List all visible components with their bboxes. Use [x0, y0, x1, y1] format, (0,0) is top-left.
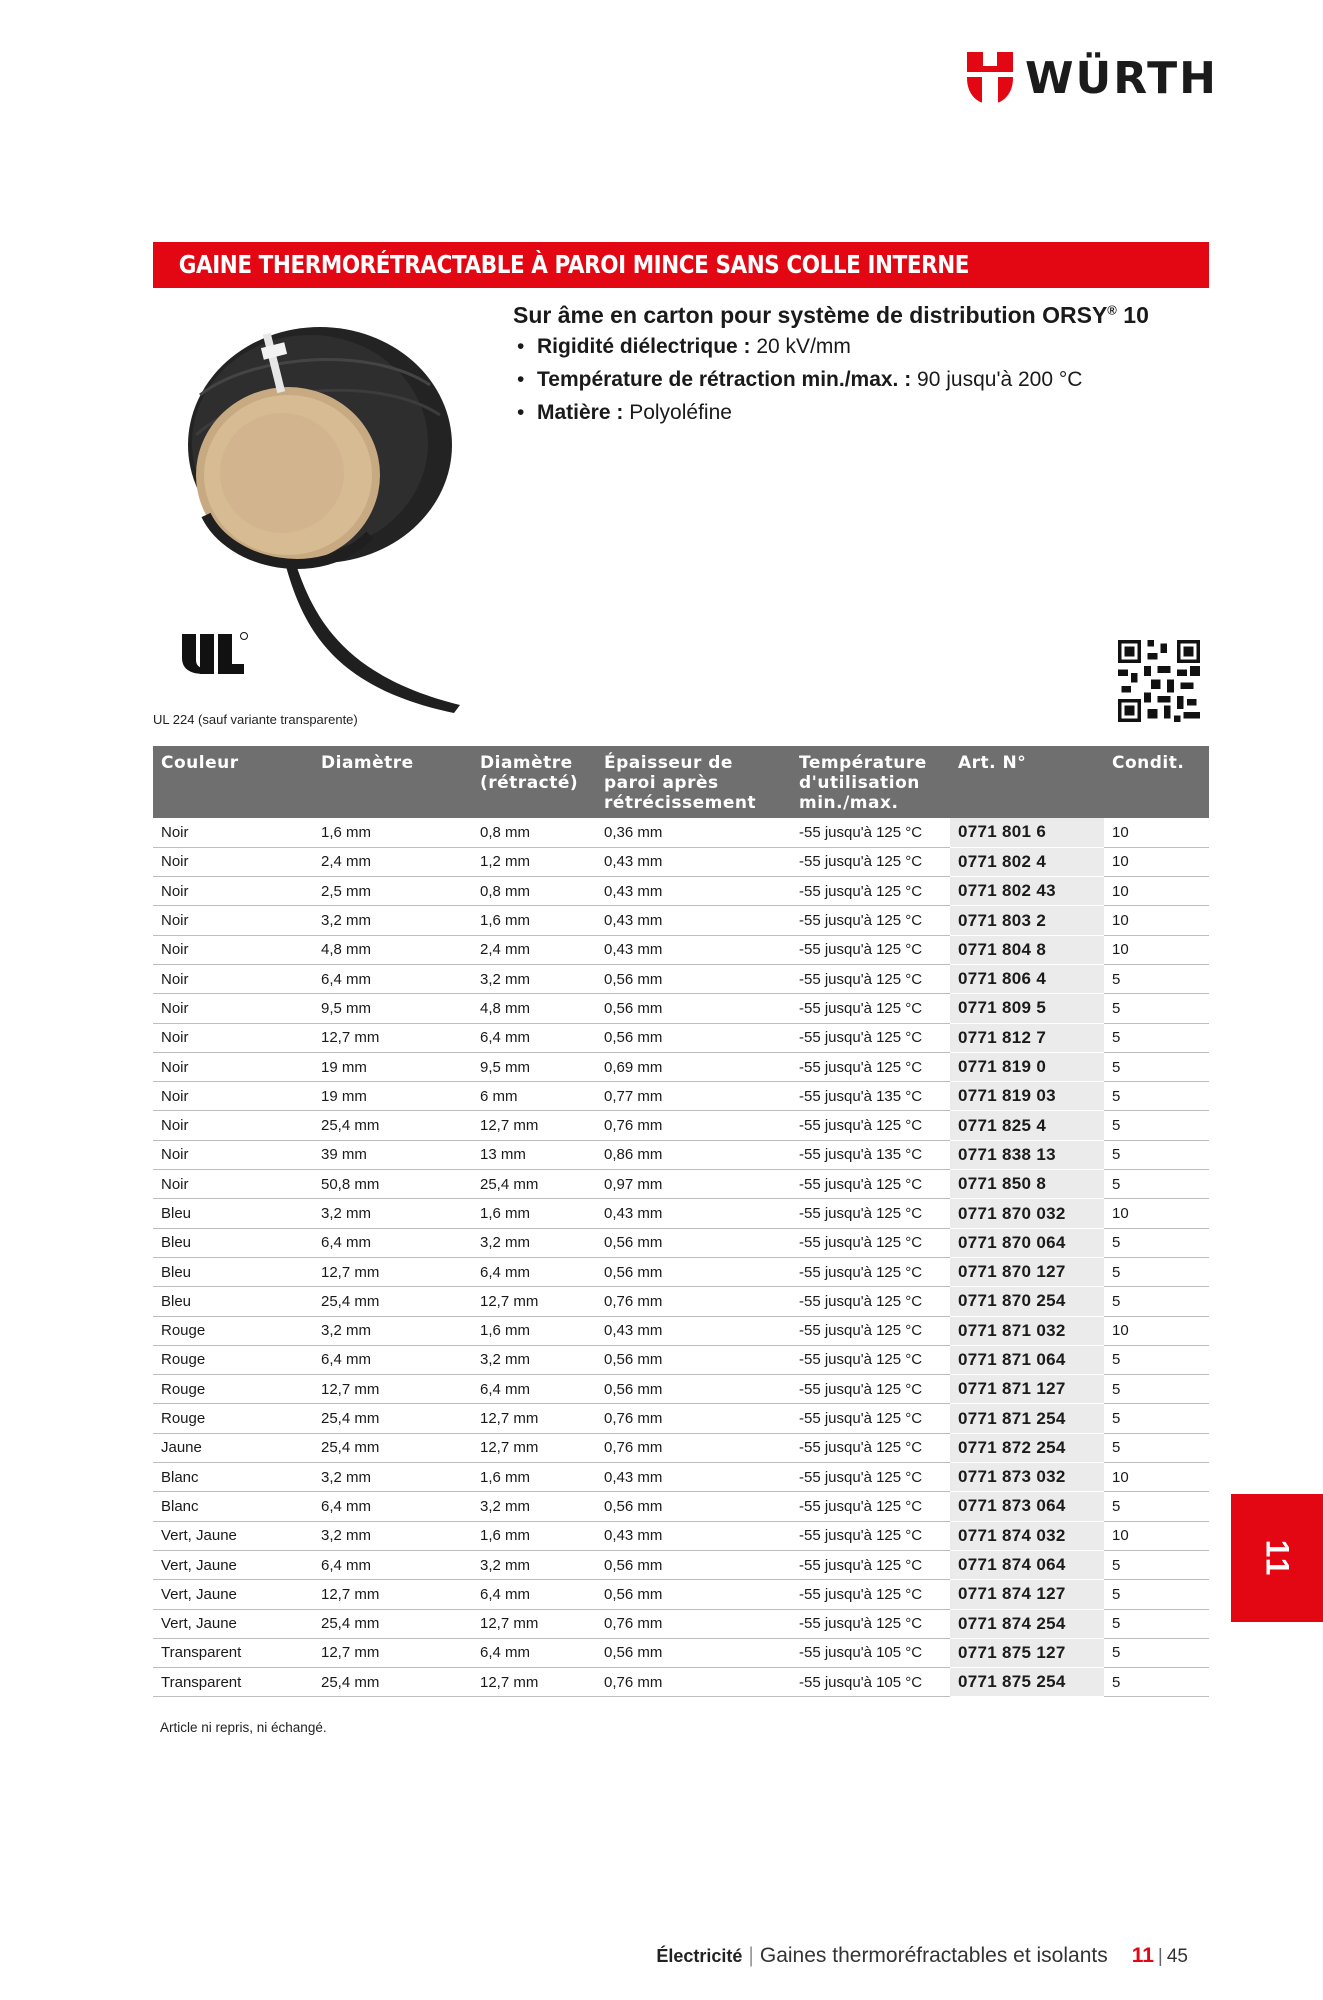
- cell-diametre-retracte: 6,4 mm: [472, 1638, 596, 1667]
- footer-page-separator: |: [1157, 1946, 1163, 1967]
- cell-couleur: Noir: [153, 1111, 313, 1140]
- cell-diametre-retracte: 1,6 mm: [472, 906, 596, 935]
- cell-temperature: -55 jusqu'à 125 °C: [791, 1580, 950, 1609]
- cell-temperature: -55 jusqu'à 125 °C: [791, 877, 950, 906]
- cell-condit: 5: [1104, 1111, 1209, 1140]
- cell-diametre: 12,7 mm: [313, 1257, 472, 1286]
- cell-couleur: Bleu: [153, 1199, 313, 1228]
- table-row: [153, 1023, 1209, 1052]
- cell-temperature: -55 jusqu'à 135 °C: [791, 1082, 950, 1111]
- cell-couleur: Vert, Jaune: [153, 1609, 313, 1638]
- cell-couleur: Noir: [153, 1023, 313, 1052]
- header-art-no: Art. N°: [950, 746, 1104, 818]
- cell-condit: 5: [1104, 1404, 1209, 1433]
- cell-diametre: 3,2 mm: [313, 1521, 472, 1550]
- cell-art-no: 0771 874 127: [950, 1580, 1104, 1609]
- table-row: [153, 1111, 1209, 1140]
- cell-diametre: 3,2 mm: [313, 906, 472, 935]
- cell-condit: 5: [1104, 1345, 1209, 1374]
- cell-condit: 5: [1104, 1140, 1209, 1169]
- cell-diametre-retracte: 25,4 mm: [472, 1170, 596, 1199]
- cell-couleur: Noir: [153, 847, 313, 876]
- cell-diametre-retracte: 6,4 mm: [472, 1375, 596, 1404]
- feature-item: • Température de rétraction min./max. : 90 jusqu'à 200 °C: [513, 366, 1213, 393]
- cell-temperature: -55 jusqu'à 105 °C: [791, 1668, 950, 1697]
- table-row: [153, 964, 1209, 993]
- cell-temperature: -55 jusqu'à 125 °C: [791, 935, 950, 964]
- cell-epaisseur: 0,56 mm: [596, 1257, 791, 1286]
- cell-diametre-retracte: 3,2 mm: [472, 1492, 596, 1521]
- cell-diametre-retracte: 6,4 mm: [472, 1023, 596, 1052]
- header-diametre-retracte: Diamètre (rétracté): [472, 746, 596, 818]
- cell-diametre: 4,8 mm: [313, 935, 472, 964]
- cell-diametre: 12,7 mm: [313, 1375, 472, 1404]
- cell-diametre-retracte: 3,2 mm: [472, 964, 596, 993]
- table-row: [153, 1257, 1209, 1286]
- page-number: 45: [1166, 1946, 1188, 1967]
- cell-art-no: 0771 825 4: [950, 1111, 1104, 1140]
- cell-temperature: -55 jusqu'à 125 °C: [791, 964, 950, 993]
- header-couleur: Couleur: [153, 746, 313, 818]
- cell-art-no: 0771 870 032: [950, 1199, 1104, 1228]
- cell-temperature: -55 jusqu'à 125 °C: [791, 1375, 950, 1404]
- cell-diametre-retracte: 12,7 mm: [472, 1287, 596, 1316]
- cell-art-no: 0771 802 4: [950, 847, 1104, 876]
- table-row: [153, 1199, 1209, 1228]
- cell-diametre-retracte: 1,6 mm: [472, 1316, 596, 1345]
- cell-diametre-retracte: 0,8 mm: [472, 877, 596, 906]
- cell-epaisseur: 0,56 mm: [596, 1550, 791, 1579]
- cell-diametre: 50,8 mm: [313, 1170, 472, 1199]
- cell-temperature: -55 jusqu'à 125 °C: [791, 1550, 950, 1579]
- table-row: [153, 994, 1209, 1023]
- cell-art-no: 0771 875 127: [950, 1638, 1104, 1667]
- cell-condit: 5: [1104, 1170, 1209, 1199]
- cell-art-no: 0771 870 254: [950, 1287, 1104, 1316]
- table-row: [153, 1433, 1209, 1462]
- cell-diametre-retracte: 12,7 mm: [472, 1433, 596, 1462]
- cell-diametre: 25,4 mm: [313, 1609, 472, 1638]
- cell-condit: 5: [1104, 1668, 1209, 1697]
- cell-condit: 10: [1104, 877, 1209, 906]
- cell-condit: 5: [1104, 1580, 1209, 1609]
- cell-condit: 5: [1104, 994, 1209, 1023]
- cell-condit: 5: [1104, 1287, 1209, 1316]
- cell-temperature: -55 jusqu'à 125 °C: [791, 1228, 950, 1257]
- table-row: [153, 1140, 1209, 1169]
- cell-epaisseur: 0,56 mm: [596, 1375, 791, 1404]
- cell-temperature: -55 jusqu'à 125 °C: [791, 1609, 950, 1638]
- cell-couleur: Noir: [153, 935, 313, 964]
- cell-epaisseur: 0,56 mm: [596, 994, 791, 1023]
- cell-epaisseur: 0,56 mm: [596, 1023, 791, 1052]
- cell-epaisseur: 0,43 mm: [596, 1316, 791, 1345]
- cell-art-no: 0771 871 064: [950, 1345, 1104, 1374]
- cell-diametre: 25,4 mm: [313, 1404, 472, 1433]
- cell-art-no: 0771 809 5: [950, 994, 1104, 1023]
- cell-diametre-retracte: 3,2 mm: [472, 1228, 596, 1257]
- cell-diametre: 3,2 mm: [313, 1463, 472, 1492]
- chapter-tab[interactable]: [1231, 1494, 1323, 1622]
- table-row: [153, 1550, 1209, 1579]
- cell-art-no: 0771 870 064: [950, 1228, 1104, 1257]
- table-row: [153, 906, 1209, 935]
- cell-couleur: Noir: [153, 906, 313, 935]
- cell-temperature: -55 jusqu'à 125 °C: [791, 1521, 950, 1550]
- footer-section: Électricité: [656, 1946, 743, 1966]
- cell-temperature: -55 jusqu'à 125 °C: [791, 906, 950, 935]
- table-row: [153, 877, 1209, 906]
- cell-condit: 5: [1104, 1082, 1209, 1111]
- cell-couleur: Vert, Jaune: [153, 1521, 313, 1550]
- description-lead: Sur âme en carton pour système de distribution ORSY® 10: [513, 302, 1149, 328]
- cell-art-no: 0771 870 127: [950, 1257, 1104, 1286]
- cell-condit: 5: [1104, 1257, 1209, 1286]
- table-row: [153, 1375, 1209, 1404]
- table-row: [153, 1170, 1209, 1199]
- cell-couleur: Noir: [153, 994, 313, 1023]
- cell-epaisseur: 0,69 mm: [596, 1052, 791, 1081]
- cell-diametre: 2,5 mm: [313, 877, 472, 906]
- cell-condit: 5: [1104, 1433, 1209, 1462]
- cell-epaisseur: 0,43 mm: [596, 935, 791, 964]
- header-condit: Condit.: [1104, 746, 1209, 818]
- cell-couleur: Bleu: [153, 1257, 313, 1286]
- qr-code-icon[interactable]: [1118, 640, 1200, 722]
- cell-art-no: 0771 871 254: [950, 1404, 1104, 1433]
- cell-diametre: 19 mm: [313, 1052, 472, 1081]
- cell-temperature: -55 jusqu'à 125 °C: [791, 818, 950, 847]
- cell-diametre-retracte: 6 mm: [472, 1082, 596, 1111]
- cell-temperature: -55 jusqu'à 125 °C: [791, 1170, 950, 1199]
- cell-couleur: Blanc: [153, 1463, 313, 1492]
- cell-art-no: 0771 873 032: [950, 1463, 1104, 1492]
- cell-diametre: 9,5 mm: [313, 994, 472, 1023]
- cell-epaisseur: 0,56 mm: [596, 1492, 791, 1521]
- chapter-tab-number: 11: [1259, 1539, 1296, 1577]
- cell-condit: 10: [1104, 1199, 1209, 1228]
- cell-diametre: 25,4 mm: [313, 1433, 472, 1462]
- feature-list: [513, 333, 1213, 426]
- cell-art-no: 0771 801 6: [950, 818, 1104, 847]
- cell-temperature: -55 jusqu'à 125 °C: [791, 1492, 950, 1521]
- cell-couleur: Jaune: [153, 1433, 313, 1462]
- cell-condit: 5: [1104, 1052, 1209, 1081]
- cell-diametre-retracte: 2,4 mm: [472, 935, 596, 964]
- cell-epaisseur: 0,56 mm: [596, 964, 791, 993]
- header-epaisseur: Épaisseur de paroi après rétrécissement: [596, 746, 791, 818]
- table-row: [153, 1668, 1209, 1697]
- cell-couleur: Noir: [153, 1082, 313, 1111]
- cell-art-no: 0771 838 13: [950, 1140, 1104, 1169]
- cell-epaisseur: 0,43 mm: [596, 1463, 791, 1492]
- cell-couleur: Noir: [153, 877, 313, 906]
- cell-temperature: -55 jusqu'à 125 °C: [791, 1463, 950, 1492]
- cell-epaisseur: 0,76 mm: [596, 1287, 791, 1316]
- cell-diametre-retracte: 1,2 mm: [472, 847, 596, 876]
- table-row: [153, 1052, 1209, 1081]
- cell-epaisseur: 0,56 mm: [596, 1638, 791, 1667]
- cell-temperature: -55 jusqu'à 135 °C: [791, 1140, 950, 1169]
- ul-certification-icon: [178, 630, 250, 678]
- cell-diametre: 3,2 mm: [313, 1199, 472, 1228]
- wurth-wordmark: WÜRTH: [1025, 52, 1219, 104]
- cell-art-no: 0771 871 127: [950, 1375, 1104, 1404]
- cell-art-no: 0771 874 064: [950, 1550, 1104, 1579]
- footnote: Article ni repris, ni échangé.: [160, 1720, 327, 1735]
- cell-art-no: 0771 871 032: [950, 1316, 1104, 1345]
- cell-art-no: 0771 819 03: [950, 1082, 1104, 1111]
- cell-temperature: -55 jusqu'à 125 °C: [791, 1433, 950, 1462]
- cell-temperature: -55 jusqu'à 125 °C: [791, 1257, 950, 1286]
- cell-condit: 5: [1104, 1609, 1209, 1638]
- cell-epaisseur: 0,36 mm: [596, 818, 791, 847]
- cell-temperature: -55 jusqu'à 125 °C: [791, 1023, 950, 1052]
- cell-art-no: 0771 850 8: [950, 1170, 1104, 1199]
- cell-condit: 5: [1104, 1550, 1209, 1579]
- cell-diametre: 6,4 mm: [313, 1550, 472, 1579]
- cell-diametre: 2,4 mm: [313, 847, 472, 876]
- cell-condit: 5: [1104, 1375, 1209, 1404]
- cell-epaisseur: 0,76 mm: [596, 1404, 791, 1433]
- cell-couleur: Noir: [153, 1052, 313, 1081]
- cell-diametre: 12,7 mm: [313, 1638, 472, 1667]
- table-row: [153, 1345, 1209, 1374]
- cell-temperature: -55 jusqu'à 105 °C: [791, 1638, 950, 1667]
- cell-diametre-retracte: 1,6 mm: [472, 1521, 596, 1550]
- cell-art-no: 0771 874 254: [950, 1609, 1104, 1638]
- cell-diametre-retracte: 4,8 mm: [472, 994, 596, 1023]
- cell-epaisseur: 0,43 mm: [596, 1521, 791, 1550]
- cell-art-no: 0771 872 254: [950, 1433, 1104, 1462]
- cell-temperature: -55 jusqu'à 125 °C: [791, 1199, 950, 1228]
- cell-couleur: Rouge: [153, 1316, 313, 1345]
- cell-art-no: 0771 819 0: [950, 1052, 1104, 1081]
- cell-diametre-retracte: 12,7 mm: [472, 1609, 596, 1638]
- cell-condit: 10: [1104, 1316, 1209, 1345]
- cell-condit: 5: [1104, 1228, 1209, 1257]
- cell-condit: 10: [1104, 818, 1209, 847]
- cell-couleur: Rouge: [153, 1375, 313, 1404]
- cell-diametre-retracte: 12,7 mm: [472, 1404, 596, 1433]
- feature-item: • Rigidité diélectrique : 20 kV/mm: [513, 333, 1213, 360]
- table-row: [153, 1609, 1209, 1638]
- cell-epaisseur: 0,56 mm: [596, 1580, 791, 1609]
- cell-condit: 5: [1104, 1492, 1209, 1521]
- cell-epaisseur: 0,56 mm: [596, 1228, 791, 1257]
- page-title: GAINE THERMORÉTRACTABLE À PAROI MINCE SANS COLLE INTERNE: [178, 250, 970, 279]
- table-row: [153, 818, 1209, 847]
- cell-couleur: Noir: [153, 1170, 313, 1199]
- cell-couleur: Blanc: [153, 1492, 313, 1521]
- cell-couleur: Transparent: [153, 1668, 313, 1697]
- table-row: [153, 935, 1209, 964]
- cell-diametre-retracte: 6,4 mm: [472, 1257, 596, 1286]
- cell-diametre-retracte: 1,6 mm: [472, 1463, 596, 1492]
- cell-diametre-retracte: 0,8 mm: [472, 818, 596, 847]
- cell-epaisseur: 0,43 mm: [596, 847, 791, 876]
- cell-diametre-retracte: 3,2 mm: [472, 1550, 596, 1579]
- cell-diametre: 25,4 mm: [313, 1287, 472, 1316]
- cell-diametre: 39 mm: [313, 1140, 472, 1169]
- feature-item: • Matière : Polyoléfine: [513, 399, 1213, 426]
- table-row: [153, 1287, 1209, 1316]
- table-row: [153, 1463, 1209, 1492]
- cell-condit: 5: [1104, 964, 1209, 993]
- table-row: [153, 1228, 1209, 1257]
- footer-separator: |: [748, 1944, 754, 1967]
- spec-table: [153, 746, 1209, 1697]
- cell-temperature: -55 jusqu'à 125 °C: [791, 1345, 950, 1374]
- cell-diametre-retracte: 13 mm: [472, 1140, 596, 1169]
- cell-diametre-retracte: 3,2 mm: [472, 1345, 596, 1374]
- cell-condit: 5: [1104, 1638, 1209, 1667]
- header-temperature: Température d'utilisation min./max.: [791, 746, 950, 818]
- cell-epaisseur: 0,86 mm: [596, 1140, 791, 1169]
- cell-temperature: -55 jusqu'à 125 °C: [791, 847, 950, 876]
- table-header-row: [153, 746, 1209, 818]
- cell-diametre-retracte: 12,7 mm: [472, 1668, 596, 1697]
- cell-epaisseur: 0,76 mm: [596, 1111, 791, 1140]
- cell-art-no: 0771 803 2: [950, 906, 1104, 935]
- cell-temperature: -55 jusqu'à 125 °C: [791, 994, 950, 1023]
- cell-epaisseur: 0,77 mm: [596, 1082, 791, 1111]
- cell-diametre-retracte: 12,7 mm: [472, 1111, 596, 1140]
- cell-art-no: 0771 812 7: [950, 1023, 1104, 1052]
- cell-couleur: Rouge: [153, 1404, 313, 1433]
- cell-diametre: 6,4 mm: [313, 1228, 472, 1257]
- cell-diametre: 1,6 mm: [313, 818, 472, 847]
- table-row: [153, 1521, 1209, 1550]
- cell-diametre: 25,4 mm: [313, 1111, 472, 1140]
- cell-epaisseur: 0,43 mm: [596, 906, 791, 935]
- page-footer: [656, 1944, 1188, 1968]
- cell-condit: 10: [1104, 935, 1209, 964]
- cell-art-no: 0771 875 254: [950, 1668, 1104, 1697]
- cell-diametre-retracte: 9,5 mm: [472, 1052, 596, 1081]
- cell-epaisseur: 0,76 mm: [596, 1668, 791, 1697]
- cell-condit: 5: [1104, 1023, 1209, 1052]
- cell-diametre: 19 mm: [313, 1082, 472, 1111]
- product-description: [513, 302, 1213, 432]
- cell-diametre: 6,4 mm: [313, 964, 472, 993]
- cell-epaisseur: 0,76 mm: [596, 1433, 791, 1462]
- cell-epaisseur: 0,43 mm: [596, 877, 791, 906]
- cell-couleur: Noir: [153, 818, 313, 847]
- table-row: [153, 1492, 1209, 1521]
- cell-diametre: 6,4 mm: [313, 1492, 472, 1521]
- cell-temperature: -55 jusqu'à 125 °C: [791, 1404, 950, 1433]
- cell-couleur: Noir: [153, 1140, 313, 1169]
- cell-couleur: Bleu: [153, 1228, 313, 1257]
- cell-diametre-retracte: 1,6 mm: [472, 1199, 596, 1228]
- cell-condit: 10: [1104, 1463, 1209, 1492]
- table-row: [153, 1404, 1209, 1433]
- cell-temperature: -55 jusqu'à 125 °C: [791, 1111, 950, 1140]
- wurth-logo-icon: [965, 52, 1015, 104]
- cell-condit: 10: [1104, 906, 1209, 935]
- cell-diametre: 12,7 mm: [313, 1580, 472, 1609]
- header-diametre: Diamètre: [313, 746, 472, 818]
- cell-art-no: 0771 804 8: [950, 935, 1104, 964]
- cell-diametre: 25,4 mm: [313, 1668, 472, 1697]
- cell-epaisseur: 0,43 mm: [596, 1199, 791, 1228]
- wurth-logo: [965, 52, 1218, 104]
- cell-couleur: Noir: [153, 964, 313, 993]
- cell-condit: 10: [1104, 1521, 1209, 1550]
- cell-couleur: Vert, Jaune: [153, 1550, 313, 1579]
- cell-art-no: 0771 874 032: [950, 1521, 1104, 1550]
- table-row: [153, 1316, 1209, 1345]
- footer-chapter: 11: [1131, 1944, 1154, 1967]
- cell-epaisseur: 0,56 mm: [596, 1345, 791, 1374]
- cell-couleur: Bleu: [153, 1287, 313, 1316]
- cell-epaisseur: 0,76 mm: [596, 1609, 791, 1638]
- cell-temperature: -55 jusqu'à 125 °C: [791, 1287, 950, 1316]
- table-row: [153, 1580, 1209, 1609]
- cell-diametre: 6,4 mm: [313, 1345, 472, 1374]
- cell-epaisseur: 0,97 mm: [596, 1170, 791, 1199]
- cell-temperature: -55 jusqu'à 125 °C: [791, 1316, 950, 1345]
- cell-couleur: Rouge: [153, 1345, 313, 1374]
- cell-couleur: Transparent: [153, 1638, 313, 1667]
- cell-diametre-retracte: 6,4 mm: [472, 1580, 596, 1609]
- cell-art-no: 0771 802 43: [950, 877, 1104, 906]
- ul-caption: UL 224 (sauf variante transparente): [153, 712, 358, 727]
- table-row: [153, 1082, 1209, 1111]
- cell-temperature: -55 jusqu'à 125 °C: [791, 1052, 950, 1081]
- cell-couleur: Vert, Jaune: [153, 1580, 313, 1609]
- cell-condit: 10: [1104, 847, 1209, 876]
- footer-subsection: Gaines thermoréfractables et isolants: [759, 1944, 1108, 1967]
- cell-diametre: 3,2 mm: [313, 1316, 472, 1345]
- cell-art-no: 0771 873 064: [950, 1492, 1104, 1521]
- title-bar: [153, 242, 1209, 288]
- cell-diametre: 12,7 mm: [313, 1023, 472, 1052]
- cell-art-no: 0771 806 4: [950, 964, 1104, 993]
- table-row: [153, 1638, 1209, 1667]
- table-row: [153, 847, 1209, 876]
